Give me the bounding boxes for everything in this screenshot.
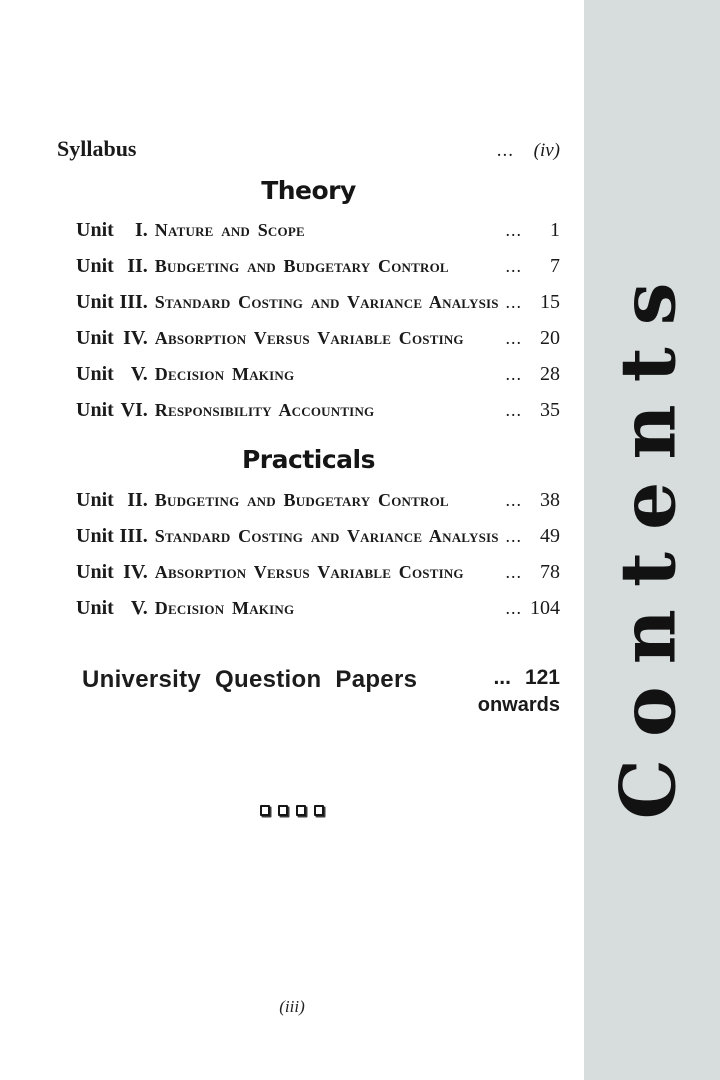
practicals-heading: Practicals bbox=[241, 445, 375, 474]
shadowed-square-icon bbox=[296, 805, 306, 816]
unit-word: Unit bbox=[76, 291, 114, 313]
toc-row-practicals-4 bbox=[57, 588, 560, 624]
folio-page-number: (iii) bbox=[279, 997, 305, 1016]
toc-row-theory-5 bbox=[57, 354, 560, 390]
unit-word: Unit bbox=[76, 399, 114, 421]
unit-title: Absorption Versus Variable Costing bbox=[154, 328, 464, 348]
unit-title: Decision Making bbox=[154, 598, 295, 618]
page-number: 7 bbox=[550, 255, 560, 277]
unit-numeral: IV. bbox=[123, 327, 148, 349]
page-number: 104 bbox=[530, 597, 560, 619]
shadowed-square-icon bbox=[260, 805, 270, 816]
leader-dots: ... bbox=[505, 526, 522, 546]
unit-word: Unit bbox=[76, 327, 114, 349]
leader-dots: ... bbox=[505, 220, 522, 240]
leader-dots: ... bbox=[505, 364, 522, 384]
unit-word: Unit bbox=[76, 363, 114, 385]
syllabus-row bbox=[57, 136, 560, 164]
page-number: 49 bbox=[540, 525, 560, 547]
onwards-note: onwards bbox=[477, 694, 560, 716]
unit-word: Unit bbox=[76, 561, 114, 583]
unit-word: Unit bbox=[76, 219, 114, 241]
page-number: 28 bbox=[540, 363, 560, 385]
page-number: 121 bbox=[524, 666, 560, 689]
university-question-papers-label: University Question Papers bbox=[82, 666, 418, 693]
unit-numeral: V. bbox=[130, 597, 148, 619]
unit-title: Decision Making bbox=[154, 364, 295, 384]
university-question-papers-row bbox=[57, 666, 560, 717]
unit-numeral: V. bbox=[130, 363, 148, 385]
leader-dots: ... bbox=[505, 256, 522, 276]
unit-numeral: III. bbox=[119, 525, 148, 547]
toc-row-theory-2 bbox=[57, 246, 560, 282]
shadowed-square-icon bbox=[278, 805, 288, 816]
toc-row-practicals-2 bbox=[57, 516, 560, 552]
leader-dots: ... bbox=[505, 562, 522, 582]
toc-row-practicals-1 bbox=[57, 480, 560, 516]
page-number: 1 bbox=[550, 219, 560, 241]
leader-dots: ... bbox=[505, 400, 522, 420]
unit-numeral: II. bbox=[127, 489, 148, 511]
toc-row-theory-3 bbox=[57, 282, 560, 318]
page-number: 15 bbox=[540, 291, 560, 313]
theory-heading: Theory bbox=[261, 176, 356, 205]
leader-dots: ... bbox=[505, 328, 522, 348]
unit-title: Standard Costing and Variance Analysis bbox=[154, 526, 499, 546]
unit-word: Unit bbox=[76, 525, 114, 547]
toc-row-theory-4 bbox=[57, 318, 560, 354]
unit-title: Absorption Versus Variable Costing bbox=[154, 562, 464, 582]
unit-title: Nature and Scope bbox=[154, 220, 305, 240]
unit-title: Standard Costing and Variance Analysis bbox=[154, 292, 499, 312]
leader-dots: ... bbox=[496, 140, 514, 161]
toc-row-practicals-3 bbox=[57, 552, 560, 588]
unit-numeral: II. bbox=[127, 255, 148, 277]
toc-row-theory-1 bbox=[57, 210, 560, 246]
shadowed-square-icon bbox=[314, 805, 324, 816]
page-number: 38 bbox=[540, 489, 560, 511]
page-number: 20 bbox=[540, 327, 560, 349]
leader-dots: ... bbox=[505, 490, 522, 510]
unit-title: Responsibility Accounting bbox=[154, 400, 375, 420]
unit-word: Unit bbox=[76, 489, 114, 511]
unit-title: Budgeting and Budgetary Control bbox=[154, 256, 449, 276]
unit-numeral: VI. bbox=[120, 399, 148, 421]
page-number: 35 bbox=[540, 399, 560, 421]
university-question-papers-pages bbox=[478, 666, 560, 717]
unit-word: Unit bbox=[76, 255, 114, 277]
sidebar-vertical-title: Contents bbox=[603, 260, 693, 820]
page-number: 78 bbox=[540, 561, 560, 583]
syllabus-page-number: (iv) bbox=[533, 140, 560, 161]
unit-numeral: III. bbox=[119, 291, 148, 313]
toc-row-theory-6 bbox=[57, 390, 560, 426]
unit-title: Budgeting and Budgetary Control bbox=[154, 490, 449, 510]
syllabus-label: Syllabus bbox=[57, 136, 137, 161]
leader-dots: ... bbox=[505, 598, 522, 618]
end-ornament bbox=[0, 803, 584, 821]
unit-numeral: I. bbox=[135, 219, 148, 241]
leader-dots: ... bbox=[493, 666, 511, 689]
unit-numeral: IV. bbox=[123, 561, 148, 583]
unit-word: Unit bbox=[76, 597, 114, 619]
leader-dots: ... bbox=[505, 292, 522, 312]
